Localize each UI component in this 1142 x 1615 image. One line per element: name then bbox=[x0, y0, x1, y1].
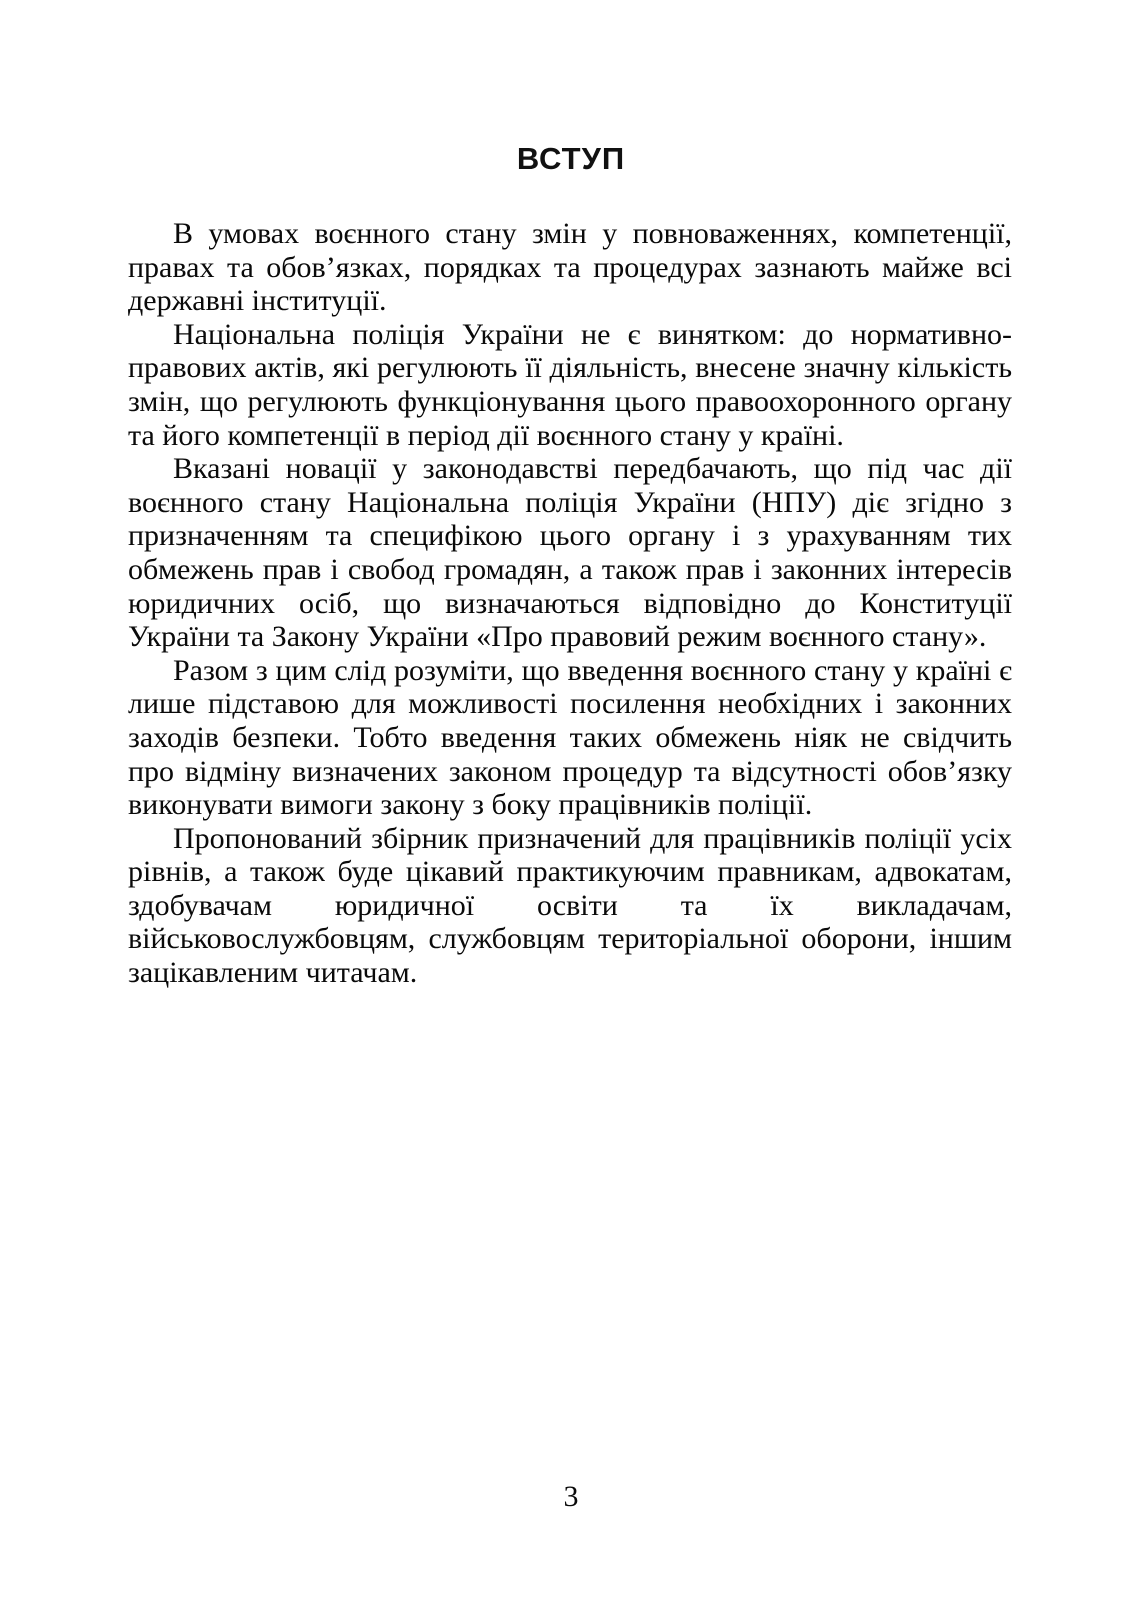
body-paragraph: Національна поліція України не є винятком: до нормативно-правових актів, які регулюють її діяльність, внесене значну кількість змін, що регулюють функціонування цього правоохоронного органу та його компетенції в період дії воєнного стану у країні. bbox=[128, 317, 1012, 452]
document-body bbox=[128, 217, 1012, 990]
body-paragraph: Разом з цим слід розуміти, що введення воєнного стану у країні є лише підставою для можливості посилення необхідних і законних заходів безпеки. Тобто введення таких обмежень ніяк не свідчить про відміну визначених законом процедур та відсутності обов’язку виконувати вимоги закону з боку працівників поліції. bbox=[128, 653, 1012, 822]
page-number: 3 bbox=[563, 1480, 579, 1513]
body-paragraph: Пропонований збірник призначений для працівників поліції усіх рівнів, а також буде цікавий практикуючим правникам, адвокатам, здобувачам юридичної освіти та їх викладачам, військовослужбовцям, службовцям територіальної оборони, іншим зацікавленим читачам. bbox=[128, 821, 1012, 990]
body-paragraph: Вказані новації у законодавстві передбачають, що під час дії воєнного стану Національна поліція України (НПУ) діє згідно з призначенням та специфікою цього органу і з урахуванням тих обмежень прав і свобод громадян, а також прав і законних інтересів юридичних осіб, що визначаються відповідно до Конституції України та Закону України «Про правовий режим воєнного стану». bbox=[128, 452, 1012, 654]
body-paragraph: В умовах воєнного стану змін у повноваженнях, компетенції, правах та обов’язках, порядках та процедурах зазнають майже всі державні інституції. bbox=[128, 217, 1012, 318]
page-title: ВСТУП bbox=[516, 141, 626, 176]
